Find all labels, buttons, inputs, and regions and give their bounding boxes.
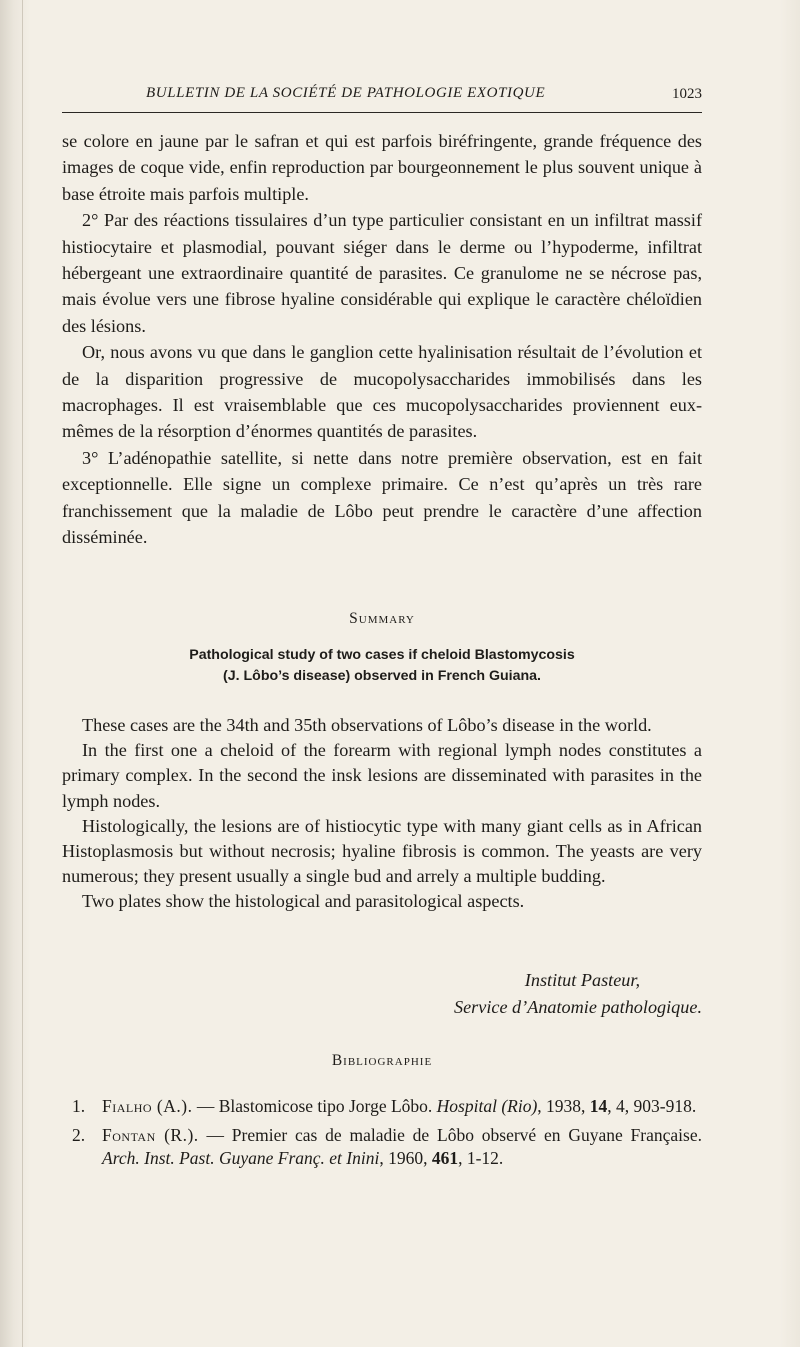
reference-year: , 1938,: [537, 1096, 590, 1116]
bibliography-heading: Bibliographie: [331, 1052, 433, 1069]
reference-item: [62, 1124, 702, 1170]
reference-number: 1.: [72, 1096, 86, 1116]
page-header: [62, 85, 702, 109]
header-rule: [62, 112, 702, 113]
summary-subtitle-line-2: (J. Lôbo’s disease) observed in French Guiana.: [223, 668, 541, 684]
reference-journal: Arch. Inst. Past. Guyane Franç. et Inini: [102, 1148, 380, 1168]
paragraph-2: 2° Par des réactions tissulaires d’un type particulier consistant en un infiltrat massif histiocytaire et plasmodial, pouvant siéger dans le derme ou l’hypoderme, infiltrat hébergeant une extraordinaire quantité de parasites. Ce granulome ne se nécrose pas, mais évolue vers une fibrose hyaline considérable qui explique le caractère chéloïdien des lésions.: [62, 210, 702, 336]
running-title: BULLETIN DE LA SOCIÉTÉ DE PATHOLOGIE EXOTIQUE: [146, 85, 546, 101]
paragraph-1: se colore en jaune par le safran et qui est parfois biréfringente, grande fréquence des images de coque vide, enfin reproduction par bourgeonnement le plus souvent unique à base étroite mais parfois multiple.: [62, 131, 702, 204]
reference-journal: Hospital (Rio): [436, 1096, 538, 1116]
reference-volume: 461: [431, 1148, 459, 1168]
paragraph-4: 3° L’adénopathie satellite, si nette dans notre première observation, est en fait exceptionnelle. Elle signe un complexe primaire. Ce n’est qu’après un très rare franchissement que la maladie de Lôbo peut prendre le caractère d’une affection disséminée.: [62, 447, 702, 548]
summary-paragraph-1: These cases are the 34th and 35th observations of Lôbo’s disease in the world.: [82, 715, 652, 735]
french-body: [62, 128, 702, 551]
summary-paragraph-2: In the first one a cheloid of the forearm with regional lymph nodes constitutes a primary complex. In the second the insk lesions are disseminated with parasites in the lymph nodes.: [62, 740, 702, 811]
reference-pages: , 4, 903-918.: [607, 1096, 697, 1116]
reference-year: , 1960,: [379, 1148, 432, 1168]
signature-department: Service d’Anatomie pathologique.: [454, 997, 702, 1017]
summary-subtitle: [62, 645, 702, 687]
signature-institution: Institut Pasteur,: [524, 970, 640, 990]
summary-paragraph-3: Histologically, the lesions are of histiocytic type with many giant cells as in African Histoplasmosis but without necrosis; hyaline fibrosis is common. The yeasts are very numerous; they present usually a single bud and arrely a multiple budding.: [62, 815, 702, 887]
bibliography-list: [62, 1095, 702, 1176]
reference-title: — Premier cas de maladie de Lôbo observé en Guyane Française.: [198, 1125, 702, 1145]
reference-title: — Blastomicose tipo Jorge Lôbo.: [192, 1096, 437, 1116]
reference-pages: , 1-12.: [458, 1148, 504, 1168]
reference-volume: 14: [589, 1096, 608, 1116]
binding-edge: [22, 0, 23, 1347]
paragraph-3: Or, nous avons vu que dans le ganglion cette hyalinisation résultait de l’évolution et de la disparition progressive de mucopolysaccharides immobilisés dans les macrophages. Il est vraisemblable que ces mucopolysaccharides proviennent eux-mêmes de la résorption d’énormes quantités de parasites.: [62, 342, 702, 442]
summary-subtitle-line-1: Pathological study of two cases if cheloid Blastomycosis: [189, 647, 575, 663]
reference-item: [62, 1095, 702, 1118]
english-summary: [62, 713, 702, 915]
summary-paragraph-4: Two plates show the histological and parasitological aspects.: [82, 891, 525, 912]
signature-block: [62, 967, 702, 1021]
page-number: 1023: [672, 86, 702, 102]
reference-author: Fialho (A.).: [102, 1096, 193, 1116]
reference-author: Fontan (R.).: [102, 1125, 199, 1145]
reference-number: 2.: [72, 1125, 86, 1145]
summary-heading: Summary: [349, 610, 415, 627]
